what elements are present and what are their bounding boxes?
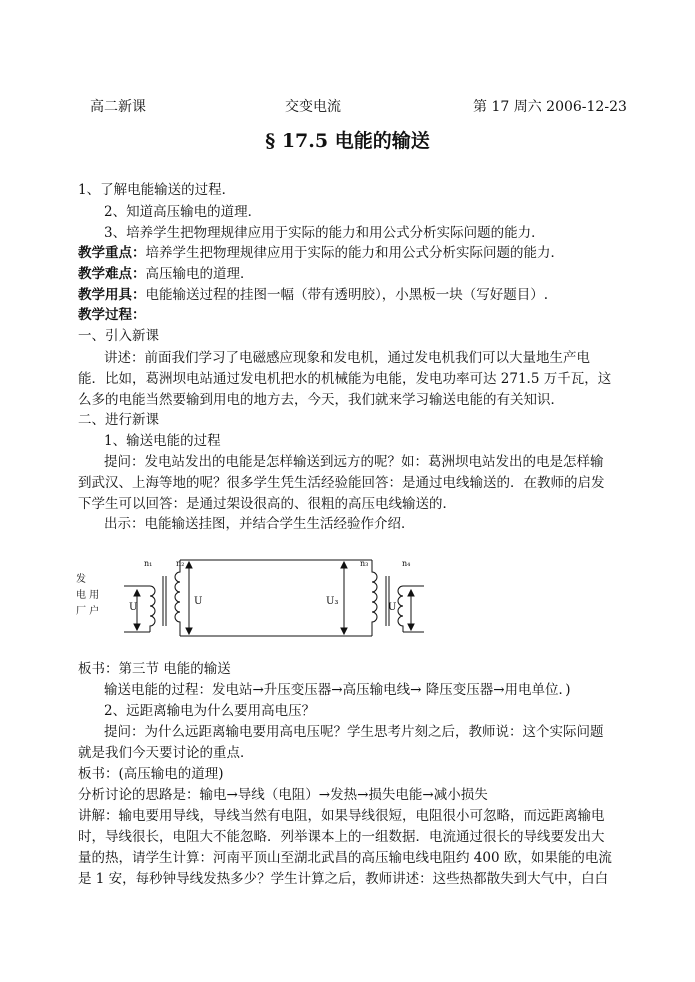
analysis-line: 分析讨论的思路是：输电→导线（电阻）→发热→损失电能→减小损失 [78, 787, 488, 803]
voltage-u2: U [194, 596, 203, 607]
n1-label: n₁ [144, 559, 153, 568]
objective-2: 2、知道高压输电的道理． [104, 204, 262, 220]
section1-line: 么多的电能当然要输到用电的地方去，今天，我们就来学习输送电能的有关知识． [78, 392, 564, 408]
difficulty [78, 264, 695, 284]
line-resistance-mark [242, 560, 302, 636]
section1-line: 讲述：前面我们学习了电磁感应现象和发电机，通过发电机我们可以大量地生产电 [104, 350, 590, 366]
plant-label: 厂 户 [76, 606, 100, 617]
voltage-u3: U₃ [326, 596, 339, 607]
n3-label: n₃ [360, 559, 369, 568]
voltage-u4: U [388, 602, 397, 613]
section1-line: 能．比如，葛洲坝电站通过发电机把水的机械能为电能，发电功率可达 271.5 万千瓦，这 [78, 371, 612, 387]
lecture-line: 讲解：输电要用导线，导线当然有电阻，如果导线很短，电阻很小可忽略，而远距离输电 [78, 808, 605, 824]
sub2-heading: 2、远距离输电为什么要用高电压？ [104, 703, 316, 719]
difficulty-text: 高压输电的道理． [145, 266, 254, 282]
header-course: 高二新课 [90, 99, 146, 115]
voltage-u1: U [129, 602, 138, 613]
board-note-2: 板书：(高压输电的道理) [78, 766, 224, 782]
tools-label: 教学用具： [78, 287, 146, 303]
question-line: 提问：发电站发出的电能是怎样输送到远方的呢？如：葛洲坝电站发出的电是怎样输 [104, 454, 604, 470]
coil-icon [372, 560, 377, 636]
section2-heading: 二、进行新课 [78, 412, 159, 428]
plant-label: 发 [76, 574, 86, 585]
show-line: 出示：电能输送挂图，并结合学生生活经验作介绍． [104, 516, 415, 532]
teaching-tools [78, 285, 695, 305]
section1-heading: 一、引入新课 [78, 328, 159, 344]
tools-text: 电能输送过程的挂图一幅（带有透明胶），小黑板一块（写好题目）. [145, 287, 549, 303]
plant-label: 电 用 [76, 590, 100, 601]
question2-line: 提问：为什么远距离输电要用高电压呢？学生思考片刻之后，教师说：这个实际问题 [104, 724, 604, 740]
header-chapter: 交变电流 [285, 99, 341, 115]
transmission-line [180, 560, 372, 636]
process-label: 教学过程： [78, 307, 146, 323]
n4-label: n₄ [402, 559, 411, 568]
n2-label: n₂ [176, 559, 185, 568]
key-point [78, 243, 695, 263]
lecture-line: 量的热，请学生计算：河南平顶山至湖北武昌的高压输电线电阻约 400 欧，如果能的电流 [78, 850, 612, 866]
page-title: § 17.5 电能的输送 [265, 130, 430, 152]
core-icon [386, 576, 389, 626]
key-point-label: 教学重点： [78, 245, 146, 261]
difficulty-label: 教学难点： [78, 266, 146, 282]
question-line: 下学生可以回答：是通过架设很高的、很粗的高压电线输送的． [78, 496, 456, 512]
lecture-line: 是 1 安，每秒钟导线发热多少？学生计算之后，教师讲述：这些热都散失到大气中，白白 [78, 871, 609, 887]
coil-icon [175, 560, 180, 636]
question2-line: 就是我们今天要讨论的重点． [78, 745, 254, 761]
objective-1: 1、了解电能输送的过程． [78, 182, 236, 198]
lecture-line: 时，导线很长，电阻大不能忽略．列举课本上的一组数据．电流通过很长的导线要发出大 [78, 829, 605, 845]
objective-3: 3、培养学生把物理规律应用于实际的能力和用公式分析实际问题的能力． [104, 225, 545, 241]
board-note-1: 板书：第三节 电能的输送 [78, 661, 231, 677]
process-flow: 输送电能的过程：发电站→升压变压器→高压输电线→ 降压变压器→用电单位．) [104, 682, 571, 698]
core-icon [163, 576, 166, 626]
transmission-diagram [72, 548, 632, 648]
coil-icon [398, 586, 403, 632]
key-point-text: 培养学生把物理规律应用于实际的能力和用公式分析实际问题的能力． [145, 245, 564, 261]
header-date: 第 17 周六 2006-12-23 [473, 99, 627, 115]
section2-sub1: 1、输送电能的过程 [104, 433, 221, 449]
coil-icon [150, 586, 155, 632]
question-line: 到武汉、上海等地的呢？很多学生凭生活经验能回答：是通过电线输送的．在教师的启发 [78, 475, 605, 491]
